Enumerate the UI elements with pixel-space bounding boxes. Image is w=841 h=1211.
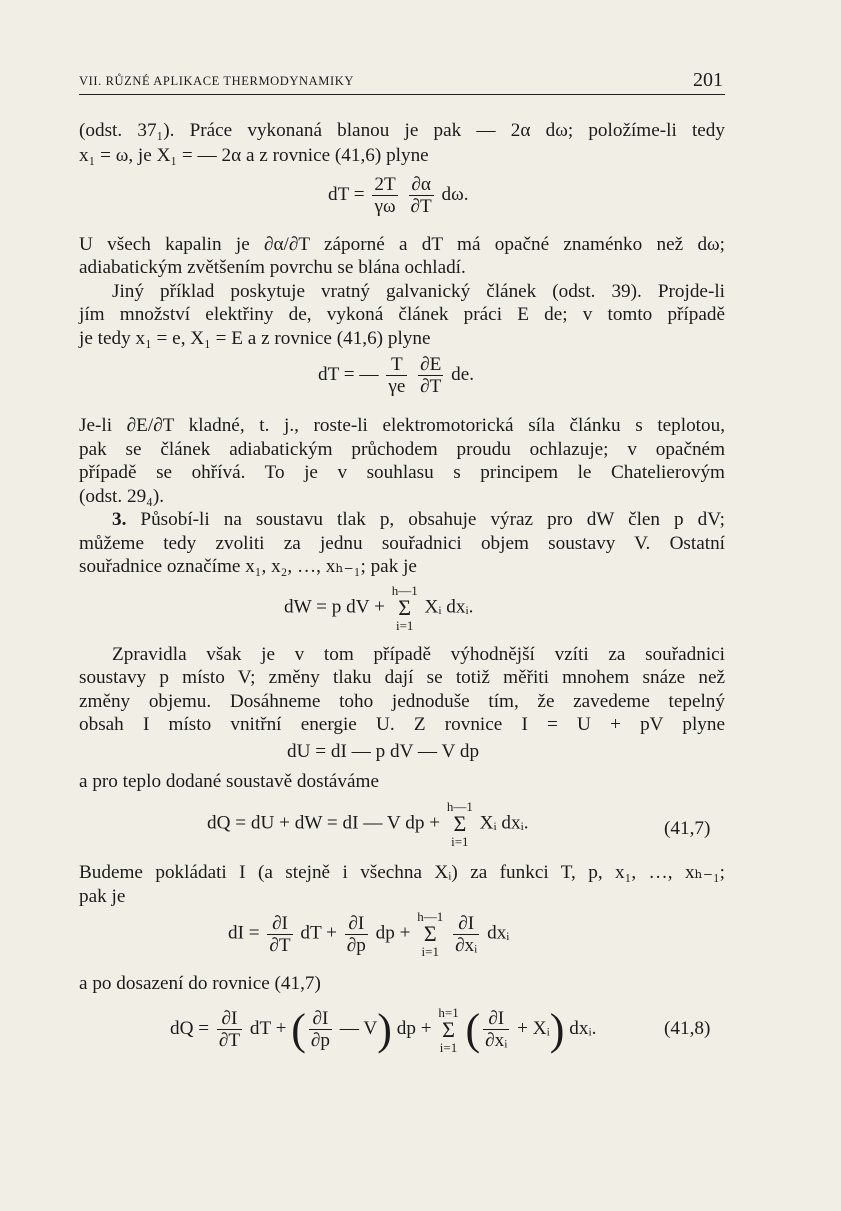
eq-lhs: dW = p dV +	[284, 596, 385, 618]
text-line: a po dosazení do rovnice (41,7)	[79, 973, 321, 994]
text-line: (odst. 29₄).	[79, 486, 165, 507]
summation	[438, 1006, 458, 1054]
eq-lhs: dI =	[228, 922, 260, 944]
denominator: ∂T	[218, 1030, 241, 1051]
text-line: Je-li ∂E/∂T kladné, t. j., roste-li elektromotorická síla článku s teplotou,	[79, 415, 725, 436]
denominator: ∂p	[346, 934, 366, 956]
text-line: x₁ = ω, je X₁ = — 2α a z rovnice (41,6) plyne	[79, 145, 429, 166]
right-paren: )	[549, 1005, 565, 1054]
text-line: Budeme pokládati I (a stejně i všechna Xᵢ) za funkci T, p, x₁, …, xₕ₋₁;	[79, 862, 725, 883]
fraction	[267, 913, 292, 956]
eq-tail: dxᵢ	[487, 922, 510, 944]
text-line: pak se článek adiabatickým průchodem proudu ochlazuje; v opačném	[79, 439, 725, 460]
sum-upper: h—1	[417, 909, 444, 924]
text-line: souřadnice označíme x₁, x₂, …, xₕ₋₁; pak je	[79, 556, 417, 577]
equation-dI	[228, 910, 509, 958]
eq-lhs: dT = —	[318, 363, 379, 385]
fraction	[483, 1008, 509, 1051]
numerator: 2T	[374, 174, 396, 195]
denominator: ∂xᵢ	[485, 1030, 508, 1051]
text-line	[112, 508, 725, 531]
text-line: a pro teplo dodané soustavě dostáváme	[79, 771, 379, 792]
fraction	[217, 1008, 242, 1051]
sum-sign: Σ	[423, 921, 437, 946]
sum-lower: i=1	[451, 834, 469, 849]
equation-dU: dU = dI — p dV — V dp	[287, 741, 480, 762]
numerator: T	[386, 354, 407, 376]
eq-tail: dxᵢ.	[569, 1017, 597, 1039]
denominator: ∂xᵢ	[455, 934, 478, 956]
numerator: ∂α	[409, 174, 434, 196]
eq-term: dT +	[300, 922, 337, 944]
text-line: adiabatickým zvětšením povrchu se blána ochladí.	[79, 257, 466, 278]
text-span: Působí-li na soustavu tlak p, obsahuje výraz pro dW člen p dV;	[140, 509, 726, 530]
eq-term: + Xᵢ	[517, 1017, 550, 1039]
summation	[417, 910, 443, 958]
text-line: jím množství elektřiny de, vykoná článek práci E de; v tomto případě	[79, 304, 725, 325]
text-line: je tedy x₁ = e, X₁ = E a z rovnice (41,6) plyne	[79, 328, 431, 349]
denominator: γω	[374, 196, 396, 217]
eq-tail: dω.	[441, 183, 469, 205]
denominator: ∂T	[269, 934, 291, 956]
fraction	[453, 913, 479, 956]
equation-number: (41,7)	[664, 818, 711, 839]
equation-dT-surface	[328, 174, 469, 217]
fraction	[409, 174, 434, 217]
sum-lower: i=1	[395, 618, 414, 633]
denominator: γe	[388, 376, 406, 397]
equation-number: (41,8)	[664, 1018, 711, 1039]
eq-term: — V	[339, 1017, 378, 1039]
text-line: případě se ohřívá. To je v souhlasu s principem le Chatelierovým	[79, 462, 725, 483]
left-paren: (	[291, 1005, 306, 1054]
summation	[447, 800, 473, 848]
text-line: můžeme tedy zvoliti za jednu souřadnici objem soustavy V. Ostatní	[79, 533, 725, 554]
sum-sign: Σ	[453, 811, 467, 836]
numerator: ∂I	[453, 913, 479, 935]
text-line: obsah I místo vnitřní energie U. Z rovnice I = U + pV plyne	[79, 714, 725, 735]
fraction	[309, 1008, 332, 1051]
numerator: ∂I	[309, 1008, 332, 1030]
running-title: VII. RŮZNÉ APLIKACE THERMODYNAMIKY	[79, 74, 355, 88]
numerator: ∂I	[345, 913, 368, 935]
right-paren: )	[377, 1005, 392, 1054]
fraction	[345, 913, 368, 956]
summation	[392, 584, 418, 632]
fraction	[372, 174, 397, 217]
text-line: změny objemu. Dosáhneme toho jednoduše tím, že zavedeme tepelný	[79, 691, 725, 712]
section-number: 3.	[112, 509, 127, 530]
eq-lhs: dQ =	[170, 1017, 210, 1039]
numerator: ∂I	[217, 1008, 242, 1030]
sum-sign: Σ	[442, 1016, 455, 1042]
denominator: ∂p	[310, 1030, 330, 1051]
text-line: (odst. 37₁). Práce vykonaná blanou je pak — 2α dω; položíme-li tedy	[79, 120, 725, 141]
sum-upper: h—1	[446, 799, 473, 814]
eq-lhs: dT =	[328, 183, 365, 205]
equation-dQ-41-8	[170, 1004, 596, 1055]
denominator: ∂T	[420, 376, 442, 397]
eq-lhs: dQ = dU + dW = dI — V dp +	[207, 812, 441, 834]
sum-lower: i=1	[439, 1039, 458, 1055]
text-line: U všech kapalin je ∂α/∂T záporné a dT má opačné znaménko než dω;	[79, 234, 725, 255]
equation-dQ-41-7	[207, 800, 529, 848]
sum-upper: h=1	[438, 1004, 459, 1020]
equation-dT-cell	[318, 354, 474, 397]
text-line: Jiný příklad poskytuje vratný galvanický článek (odst. 39). Projde-li	[112, 281, 725, 302]
fraction	[386, 354, 407, 397]
eq-term: dp +	[375, 922, 411, 944]
equation-dW	[284, 584, 473, 632]
sum-upper: h—1	[391, 583, 418, 598]
eq-tail: Xᵢ dxᵢ.	[424, 596, 474, 618]
text-line: Zpravidla však je v tom případě výhodnější vzíti za souřadnici	[112, 644, 725, 665]
page-number: 201	[693, 69, 723, 91]
eq-term: dp +	[396, 1017, 432, 1039]
sum-sign: Σ	[398, 595, 412, 620]
numerator: ∂E	[420, 354, 442, 375]
eq-tail: de.	[451, 363, 475, 385]
page-header	[79, 68, 725, 95]
numerator: ∂I	[483, 1008, 509, 1030]
fraction	[418, 354, 443, 397]
eq-term: dT +	[249, 1017, 287, 1039]
left-paren: (	[465, 1005, 481, 1054]
numerator: ∂I	[267, 913, 292, 935]
text-line: soustavy p místo V; změny tlaku dají se totiž měřiti mnohem snáze než	[79, 667, 725, 688]
sum-lower: i=1	[421, 944, 439, 959]
text-line: pak je	[79, 886, 126, 907]
denominator: ∂T	[410, 196, 432, 217]
eq-tail: Xᵢ dxᵢ.	[479, 812, 529, 834]
